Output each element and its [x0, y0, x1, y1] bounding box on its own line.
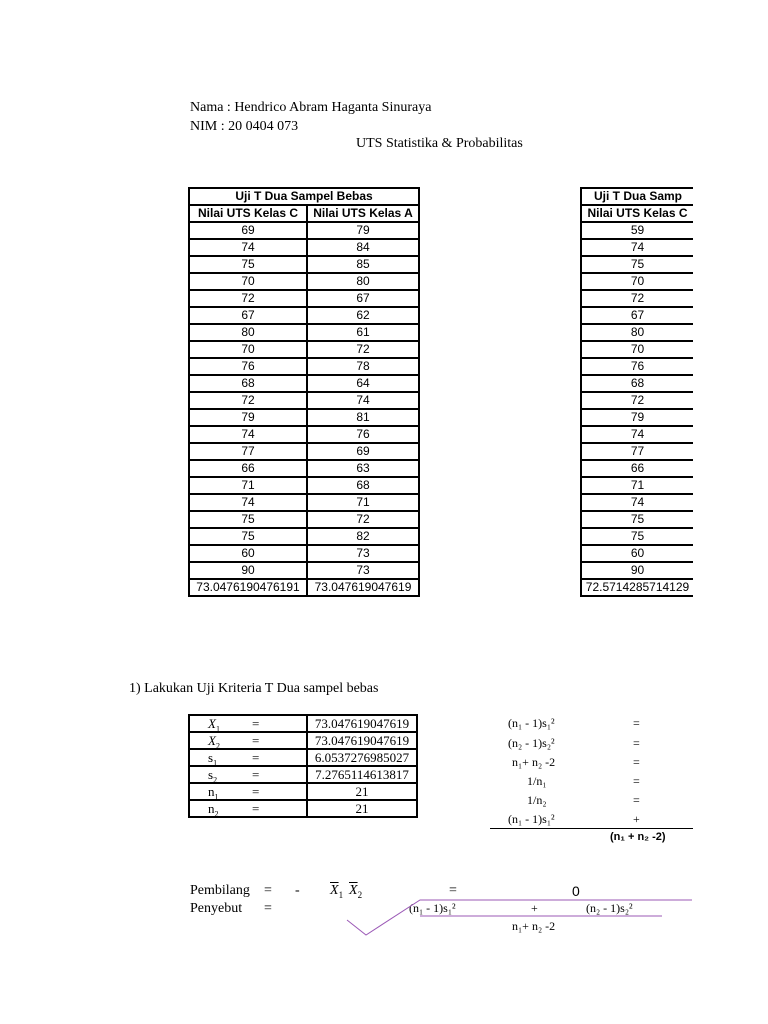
cell-kelas-c: 70	[189, 273, 307, 290]
param-symbol: $\overline{X}_2$	[208, 733, 220, 751]
cell-kelas-a: 62	[307, 307, 419, 324]
cell-right-kelas-c: 74	[581, 239, 693, 256]
cell-right-kelas-c: 72	[581, 290, 693, 307]
cell-right-kelas-c: 76	[581, 358, 693, 375]
cell-kelas-c: 76	[189, 358, 307, 375]
cell-kelas-c: 72	[189, 290, 307, 307]
cell-kelas-c: 80	[189, 324, 307, 341]
left-table-title: Uji T Dua Sampel Bebas	[189, 188, 419, 205]
cell-kelas-a: 78	[307, 358, 419, 375]
pembilang-x2: $\overline{X}_2$	[349, 883, 363, 900]
param-symbol: $s_1$	[208, 750, 218, 768]
param-value: 6.0537276985027	[307, 749, 417, 766]
left-col-kelas-c-header: Nilai UTS Kelas C	[189, 205, 307, 222]
left-col-kelas-a-header: Nilai UTS Kelas A	[307, 205, 419, 222]
cell-kelas-a: 73	[307, 545, 419, 562]
cell-kelas-a: 76	[307, 426, 419, 443]
param-equals: =	[252, 784, 260, 799]
formula-expr: (n₁ - 1)s₁²	[508, 716, 555, 730]
cell-kelas-a: 69	[307, 443, 419, 460]
cell-kelas-a: 73	[307, 562, 419, 579]
penyebut-term1: (n₁ - 1)s₁²	[409, 901, 456, 915]
document-title: UTS Statistika & Probabilitas	[356, 136, 523, 151]
param-equals: =	[252, 716, 260, 731]
param-value: 21	[307, 800, 417, 817]
student-name: Nama : Hendrico Abram Haganta Sinuraya	[190, 100, 432, 115]
penyebut-label: Penyebut	[190, 901, 243, 916]
param-equals: =	[252, 801, 260, 816]
cell-kelas-c: 60	[189, 545, 307, 562]
mean-kelas-a: 73.047619047619	[307, 579, 419, 596]
mean-right-kelas-c: 72.5714285714129	[581, 579, 693, 596]
cell-kelas-a: 80	[307, 273, 419, 290]
cell-kelas-a: 81	[307, 409, 419, 426]
cell-right-kelas-c: 75	[581, 511, 693, 528]
formula-expr: 1/n₁	[527, 774, 547, 788]
cell-kelas-a: 79	[307, 222, 419, 239]
cell-kelas-a: 67	[307, 290, 419, 307]
param-equals: =	[252, 750, 260, 765]
radical-stroke	[347, 900, 692, 935]
pembilang-result: 0	[572, 883, 580, 899]
formula-expr: n₁+ n₂ -2	[512, 755, 556, 769]
right-table-title: Uji T Dua Samp	[581, 188, 693, 205]
pembilang-eq2: =	[449, 883, 457, 898]
penyebut-plus: +	[531, 901, 538, 915]
param-value: 21	[307, 783, 417, 800]
cell-right-kelas-c: 90	[581, 562, 693, 579]
param-symbol: $\overline{X}_1$	[208, 716, 220, 734]
formula-denominator: (n₁ + n₂ -2)	[610, 831, 666, 843]
param-symbol: $n_2$	[208, 801, 219, 819]
cell-kelas-c: 75	[189, 511, 307, 528]
cell-kelas-a: 72	[307, 511, 419, 528]
cell-kelas-c: 75	[189, 528, 307, 545]
cell-right-kelas-c: 75	[581, 528, 693, 545]
cell-right-kelas-c: 60	[581, 545, 693, 562]
param-equals: =	[252, 733, 260, 748]
param-symbol: $s_2$	[208, 767, 218, 785]
cell-right-kelas-c: 74	[581, 426, 693, 443]
cell-right-kelas-c: 68	[581, 375, 693, 392]
formula-operator: =	[633, 793, 640, 807]
formula-operator: =	[633, 774, 640, 788]
cell-kelas-c: 79	[189, 409, 307, 426]
param-value: 73.047619047619	[307, 715, 417, 732]
mean-kelas-c: 73.0476190476191	[189, 579, 307, 596]
cell-right-kelas-c: 77	[581, 443, 693, 460]
cell-kelas-a: 68	[307, 477, 419, 494]
cell-kelas-c: 70	[189, 341, 307, 358]
cell-kelas-c: 74	[189, 239, 307, 256]
cell-kelas-c: 69	[189, 222, 307, 239]
cell-kelas-c: 90	[189, 562, 307, 579]
param-value: 7.2765114613817	[307, 766, 417, 783]
penyebut-eq: =	[264, 901, 272, 916]
cell-kelas-a: 72	[307, 341, 419, 358]
cell-kelas-c: 77	[189, 443, 307, 460]
cell-kelas-a: 61	[307, 324, 419, 341]
cell-right-kelas-c: 59	[581, 222, 693, 239]
cell-kelas-a: 82	[307, 528, 419, 545]
cell-kelas-a: 71	[307, 494, 419, 511]
formula-operator: =	[633, 736, 640, 750]
cell-right-kelas-c: 74	[581, 494, 693, 511]
student-nim: NIM : 20 0404 073	[190, 119, 299, 134]
right-col-kelas-c-header: Nilai UTS Kelas C	[581, 205, 693, 222]
cell-right-kelas-c: 75	[581, 256, 693, 273]
cell-right-kelas-c: 72	[581, 392, 693, 409]
formula-expr: (n₁ - 1)s₁²	[508, 812, 555, 826]
cell-kelas-a: 63	[307, 460, 419, 477]
cell-kelas-c: 74	[189, 494, 307, 511]
cell-kelas-c: 71	[189, 477, 307, 494]
question-1: 1) Lakukan Uji Kriteria T Dua sampel bebas	[129, 681, 379, 696]
param-equals: =	[252, 767, 260, 782]
cell-right-kelas-c: 70	[581, 341, 693, 358]
cell-right-kelas-c: 80	[581, 324, 693, 341]
pembilang-eq: =	[264, 883, 272, 898]
param-symbol: $n_1$	[208, 784, 219, 802]
penyebut-denominator: n₁+ n₂ -2	[512, 919, 556, 933]
formula-operator: =	[633, 716, 640, 730]
pembilang-minus: -	[295, 883, 300, 898]
param-value: 73.047619047619	[307, 732, 417, 749]
formula-expr: 1/n₂	[527, 793, 547, 807]
cell-right-kelas-c: 79	[581, 409, 693, 426]
cell-kelas-c: 68	[189, 375, 307, 392]
pembilang-x1: $\overline{X}_1$	[330, 883, 344, 900]
cell-kelas-a: 84	[307, 239, 419, 256]
cell-kelas-a: 64	[307, 375, 419, 392]
cell-kelas-c: 66	[189, 460, 307, 477]
penyebut-term2: (n₂ - 1)s₂²	[586, 901, 633, 915]
cell-right-kelas-c: 71	[581, 477, 693, 494]
cell-right-kelas-c: 66	[581, 460, 693, 477]
cell-kelas-a: 74	[307, 392, 419, 409]
cell-right-kelas-c: 67	[581, 307, 693, 324]
pembilang-label: Pembilang	[190, 883, 250, 898]
cell-right-kelas-c: 70	[581, 273, 693, 290]
formula-operator: =	[633, 755, 640, 769]
formula-operator: +	[633, 812, 640, 826]
cell-kelas-c: 75	[189, 256, 307, 273]
formula-expr: (n₂ - 1)s₂²	[508, 736, 555, 750]
cell-kelas-c: 74	[189, 426, 307, 443]
cell-kelas-c: 67	[189, 307, 307, 324]
cell-kelas-c: 72	[189, 392, 307, 409]
cell-kelas-a: 85	[307, 256, 419, 273]
